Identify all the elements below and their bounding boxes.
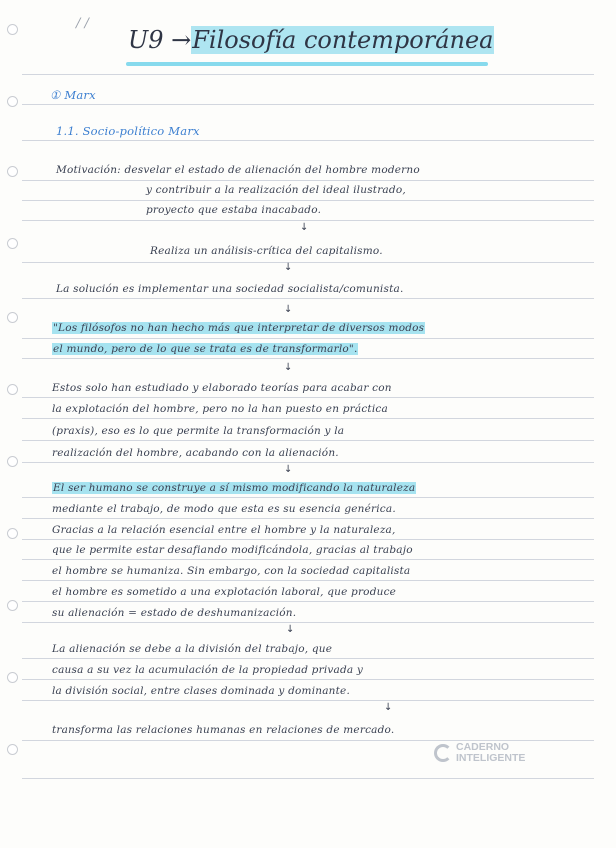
- binder-hole: [7, 528, 18, 539]
- arrow-down-icon: ↓: [384, 702, 393, 713]
- ruled-line: [22, 180, 594, 181]
- title-arrow: →: [171, 26, 192, 54]
- note-line: el hombre se humaniza. Sin embargo, con la sociedad capitalista: [52, 565, 411, 577]
- binder-hole: [7, 96, 18, 107]
- quote-line: [52, 343, 358, 355]
- text-highlight: El ser humano se construye a sí mismo modificando la naturaleza: [53, 482, 416, 494]
- brand-watermark: [434, 742, 525, 764]
- ruled-line: [22, 778, 594, 779]
- margin-marks: / /: [76, 16, 89, 31]
- ruled-line: [22, 220, 594, 221]
- ruled-line: [22, 338, 594, 339]
- subsection-heading: 1.1. Socio-político Marx: [56, 124, 200, 138]
- section-heading: ① Marx: [50, 88, 96, 102]
- quote-highlight: el mundo, pero de lo que se trata es de transformarlo".: [53, 343, 358, 355]
- quote-line: [52, 322, 425, 334]
- note-line: proyecto que estaba inacabado.: [146, 204, 322, 216]
- ruled-line: [22, 601, 594, 602]
- ruled-line: [22, 700, 594, 701]
- ruled-line: [22, 580, 594, 581]
- ruled-line: [22, 622, 594, 623]
- note-line: y contribuir a la realización del ideal ilustrado,: [146, 184, 406, 196]
- note-line: (praxis), eso es lo que permite la transformación y la: [52, 425, 345, 437]
- note-line: causa a su vez la acumulación de la propiedad privada y: [52, 664, 364, 676]
- ruled-line: [22, 559, 594, 560]
- binder-hole: [7, 238, 18, 249]
- ruled-line: [22, 679, 594, 680]
- ruled-line: [22, 440, 594, 441]
- note-line: realización del hombre, acabando con la alienación.: [52, 447, 339, 459]
- ruled-line: [22, 74, 594, 75]
- note-line: La alienación se debe a la división del trabajo, que: [52, 643, 333, 655]
- binder-hole: [7, 312, 18, 323]
- note-line: que le permite estar desafiando modificándola, gracias al trabajo: [52, 544, 413, 556]
- ruled-line: [22, 200, 594, 201]
- arrow-down-icon: ↓: [284, 304, 293, 315]
- ruled-line: [22, 658, 594, 659]
- brand-name: [456, 742, 525, 764]
- arrow-down-icon: ↓: [286, 624, 295, 635]
- note-line: [52, 482, 416, 494]
- quote-highlight: "Los filósofos no han hecho más que interpretar de diversos modos: [53, 322, 425, 334]
- title-topic: Filosofía contemporánea: [192, 26, 494, 54]
- note-line: Estos solo han estudiado y elaborado teorías para acabar con: [52, 382, 392, 394]
- ruled-line: [22, 539, 594, 540]
- binder-hole: [7, 24, 18, 35]
- note-line: su alienación = estado de deshumanización.: [52, 607, 297, 619]
- ruled-line: [22, 518, 594, 519]
- binder-hole: [7, 672, 18, 683]
- ruled-line: [22, 140, 594, 141]
- arrow-down-icon: ↓: [284, 362, 293, 373]
- note-line: La solución es implementar una sociedad socialista/comunista.: [56, 283, 404, 295]
- title-unit: U9: [128, 26, 172, 54]
- brand-line-2: INTELIGENTE: [456, 752, 526, 764]
- ruled-line: [22, 104, 594, 105]
- note-line: la división social, entre clases dominada y dominante.: [52, 685, 351, 697]
- brand-logo-icon: [434, 744, 452, 762]
- binder-hole: [7, 166, 18, 177]
- ruled-line: [22, 298, 594, 299]
- note-line: transforma las relaciones humanas en relaciones de mercado.: [52, 724, 395, 736]
- ruled-line: [22, 497, 594, 498]
- ruled-line: [22, 462, 594, 463]
- arrow-down-icon: ↓: [284, 464, 293, 475]
- note-line: Realiza un análisis-crítica del capitalismo.: [150, 245, 383, 257]
- page-title: [128, 26, 494, 54]
- arrow-down-icon: ↓: [300, 222, 309, 233]
- note-line: la explotación del hombre, pero no la han puesto en práctica: [52, 403, 388, 415]
- title-highlight: [126, 62, 488, 66]
- ruled-line: [22, 358, 594, 359]
- ruled-line: [22, 397, 594, 398]
- note-line: mediante el trabajo, de modo que esta es su esencia genérica.: [52, 503, 396, 515]
- arrow-down-icon: ↓: [284, 262, 293, 273]
- note-line: Motivación: desvelar el estado de alienación del hombre moderno: [56, 164, 420, 176]
- binder-hole: [7, 456, 18, 467]
- ruled-line: [22, 262, 594, 263]
- note-line: Gracias a la relación esencial entre el hombre y la naturaleza,: [52, 524, 396, 536]
- note-line: el hombre es sometido a una explotación laboral, que produce: [52, 586, 397, 598]
- ruled-line: [22, 418, 594, 419]
- binder-hole: [7, 744, 18, 755]
- binder-hole: [7, 384, 18, 395]
- binder-hole: [7, 600, 18, 611]
- brand-line-1: CADERNO: [456, 741, 510, 753]
